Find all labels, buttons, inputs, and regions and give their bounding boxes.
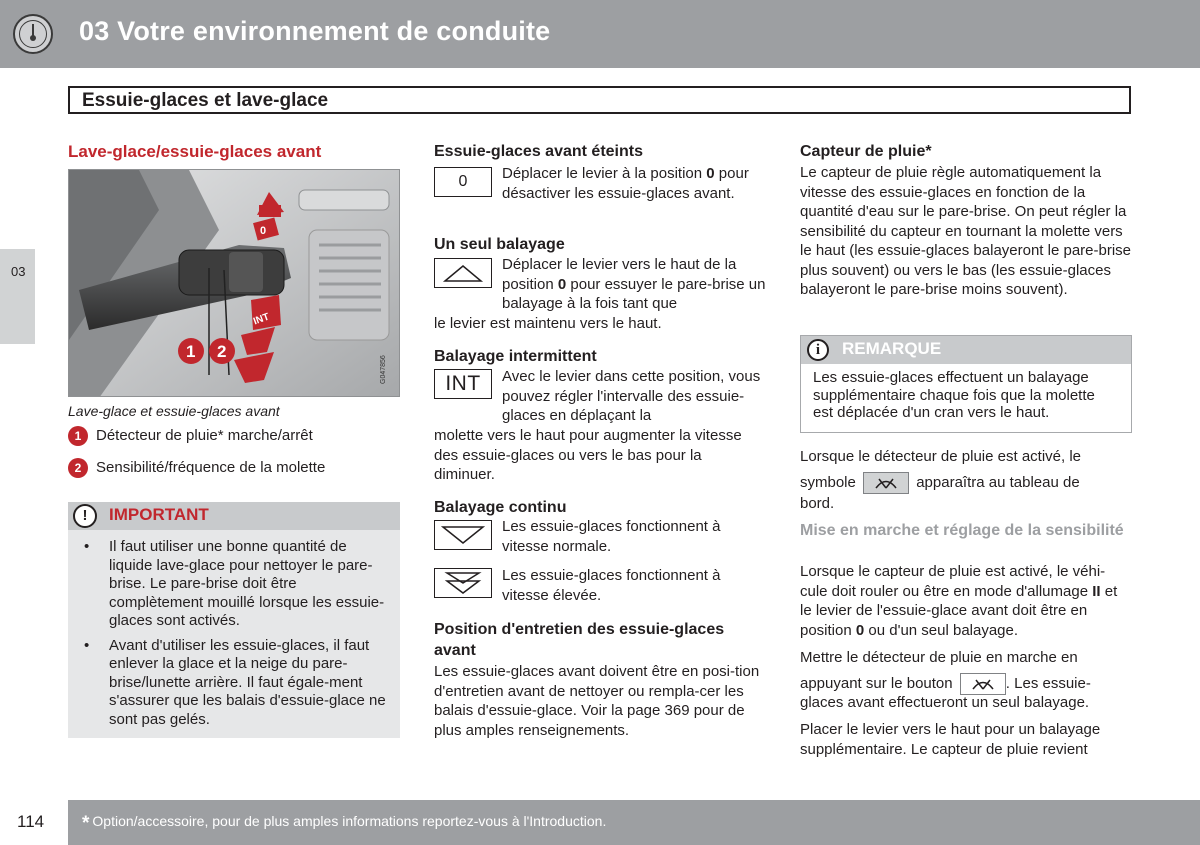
triangle-up-icon	[435, 259, 491, 287]
single-sweep-section	[434, 235, 766, 332]
activation-text: Lorsque le capteur de pluie est activé, le véhi-cule doit rouler ou être en mode d'allumage II et le levier de l'essuie-glace avant doit être en position 0 ou d'un seul balayage.	[800, 563, 1118, 639]
service-position-heading: Position d'entretien des essuie-glaces avant	[434, 621, 725, 659]
footnote-bar	[68, 800, 1200, 845]
legend-item	[68, 426, 313, 446]
column-1	[68, 140, 400, 728]
high-speed-symbol	[434, 568, 492, 598]
normal-speed-symbol	[434, 520, 492, 550]
double-triangle-down-icon	[435, 569, 491, 597]
section-title: Essuie-glaces et lave-glace	[82, 90, 329, 111]
rain-sensor-heading: Capteur de pluie*	[800, 143, 932, 160]
int-symbol: INT	[434, 369, 492, 399]
normal-speed-text: Les essuie-glaces fonctionnent à vitesse normale.	[502, 518, 721, 555]
legend-item	[68, 458, 325, 478]
legend-number: 2	[68, 458, 88, 478]
activation-p2-line1: Mettre le détecteur de pluie en marche en	[800, 649, 1078, 666]
speedometer-icon	[13, 14, 53, 54]
rain-sensor-section	[800, 142, 1132, 298]
wipers-off-text: Déplacer le levier à la position 0 pour désactiver les essuie-glaces avant.	[502, 165, 749, 202]
activation-section	[800, 521, 1132, 758]
figure-badge-1: 1	[186, 342, 196, 361]
high-speed-text: Les essuie-glaces fonctionnent à vitesse élevée.	[502, 567, 721, 604]
intermittent-text-cont: molette vers le haut pour augmenter la vitesse des essuie-glaces ou vers le bas pour la diminuer.	[434, 427, 742, 483]
figure-code: G047856	[380, 355, 387, 384]
detector-text-line3: bord.	[800, 495, 835, 512]
continuous-heading: Balayage continu	[434, 499, 567, 516]
wipers-off-heading: Essuie-glaces avant éteints	[434, 143, 643, 160]
activation-p2-line2: appuyant sur le bouton . Les essuie-	[800, 673, 1132, 695]
footnote: * Option/accessoire, pour de plus amples informations reportez-vous à l'Introduction.	[82, 813, 607, 834]
rain-sensor-text: Le capteur de pluie règle automatiquement la vitesse des essuie-glaces en fonction de la quantité d'eau sur le pare-brise. On peut régler la sensibilité du capteur en tournant la molette vers le haut (les essuie-glaces balayeront le pare-brise plus souvent) ou vers le bas (les essuie-glaces balayeront le pare-brise moins souvent).	[800, 164, 1132, 298]
figure-badge-2: 2	[217, 342, 227, 361]
figure-caption: Lave-glace et essuie-glaces avant	[68, 403, 280, 419]
important-box	[68, 502, 400, 738]
figure-label-int: INT	[251, 311, 271, 328]
info-icon: i	[807, 339, 829, 361]
important-list	[68, 530, 400, 729]
service-position-section	[434, 620, 766, 739]
important-header	[68, 502, 400, 530]
exclamation-icon: !	[73, 504, 97, 528]
important-bullet: • Il faut utiliser une bonne quantité de liquide lave-glace pour nettoyer le pare-brise. Le pare-brise doit être complètement mouillé lorsque les essuie-glaces sont activés.	[82, 538, 388, 631]
legend-number: 1	[68, 426, 88, 446]
note-header	[801, 336, 1131, 364]
note-title: REMARQUE	[842, 339, 942, 358]
intermittent-heading: Balayage intermittent	[434, 348, 597, 365]
header-bar	[0, 0, 1200, 68]
front-washer-heading: Lave-glace/essuie-glaces avant	[68, 142, 322, 161]
page-number: 114	[17, 812, 45, 831]
important-bullet: • Avant d'utiliser les essuie-glaces, il faut enlever la glace et la neige du pare-brise/lunette arrière. Il faut égale-ment s'assurer que les balais d'essuie-glace ne sont pas gelés.	[82, 637, 388, 730]
rain-sensor-button-icon	[960, 673, 1006, 695]
intermittent-text: Avec le levier dans cette position, vous pouvez régler l'intervalle des essuie-glaces en déplaçant la	[502, 368, 761, 424]
figure-label-zero: 0	[260, 225, 267, 237]
single-sweep-text-cont: le levier est maintenu vers le haut.	[434, 315, 662, 332]
wiper-stalk-figure	[68, 169, 400, 397]
chapter-title: 03 Votre environnement de conduite	[79, 16, 551, 46]
service-position-text: Les essuie-glaces avant doivent être en posi-tion d'entretien avant de nettoyer ou rempla-cer les balais d'essuie-glace. Voir la page 369 pour de plus amples renseignements.	[434, 663, 760, 739]
intermittent-section	[434, 347, 766, 483]
activation-heading: Mise en marche et réglage de la sensibilité	[800, 522, 1124, 539]
detector-text-line2: symbole apparaîtra au tableau de	[800, 472, 1132, 494]
single-sweep-heading: Un seul balayage	[434, 236, 565, 253]
note-box	[800, 335, 1132, 433]
legend-text: Sensibilité/fréquence de la molette	[96, 459, 326, 476]
chapter-side-tab	[0, 249, 35, 344]
note-text: Les essuie-glaces effectuent un balayage supplémentaire chaque fois que la molette est déplacée d'un cran vers le haut.	[813, 369, 1095, 421]
legend-text: Détecteur de pluie* marche/arrêt	[96, 427, 313, 444]
single-sweep-symbol	[434, 258, 492, 288]
chapter-side-tab-label: 03	[11, 264, 26, 279]
continuous-section	[434, 498, 766, 604]
important-title: IMPORTANT	[109, 505, 209, 524]
detector-text-line1: Lorsque le détecteur de pluie est activé, le	[800, 448, 1082, 465]
activation-p3: Placer le levier vers le haut pour un balayage supplémentaire. Le capteur de pluie revient	[800, 721, 1101, 758]
single-sweep-text: Déplacer le levier vers le haut de la position 0 pour essuyer le pare-brise un balayage à la fois tant que	[502, 256, 766, 312]
section-title-box	[68, 86, 1131, 114]
wipers-off-section	[434, 142, 766, 202]
triangle-down-icon	[435, 521, 491, 549]
position-zero-symbol: 0	[434, 167, 492, 197]
rain-sensor-indicator-icon	[863, 472, 909, 494]
activation-p2-line3: glaces avant effectueront un seul balayage.	[800, 694, 1090, 711]
